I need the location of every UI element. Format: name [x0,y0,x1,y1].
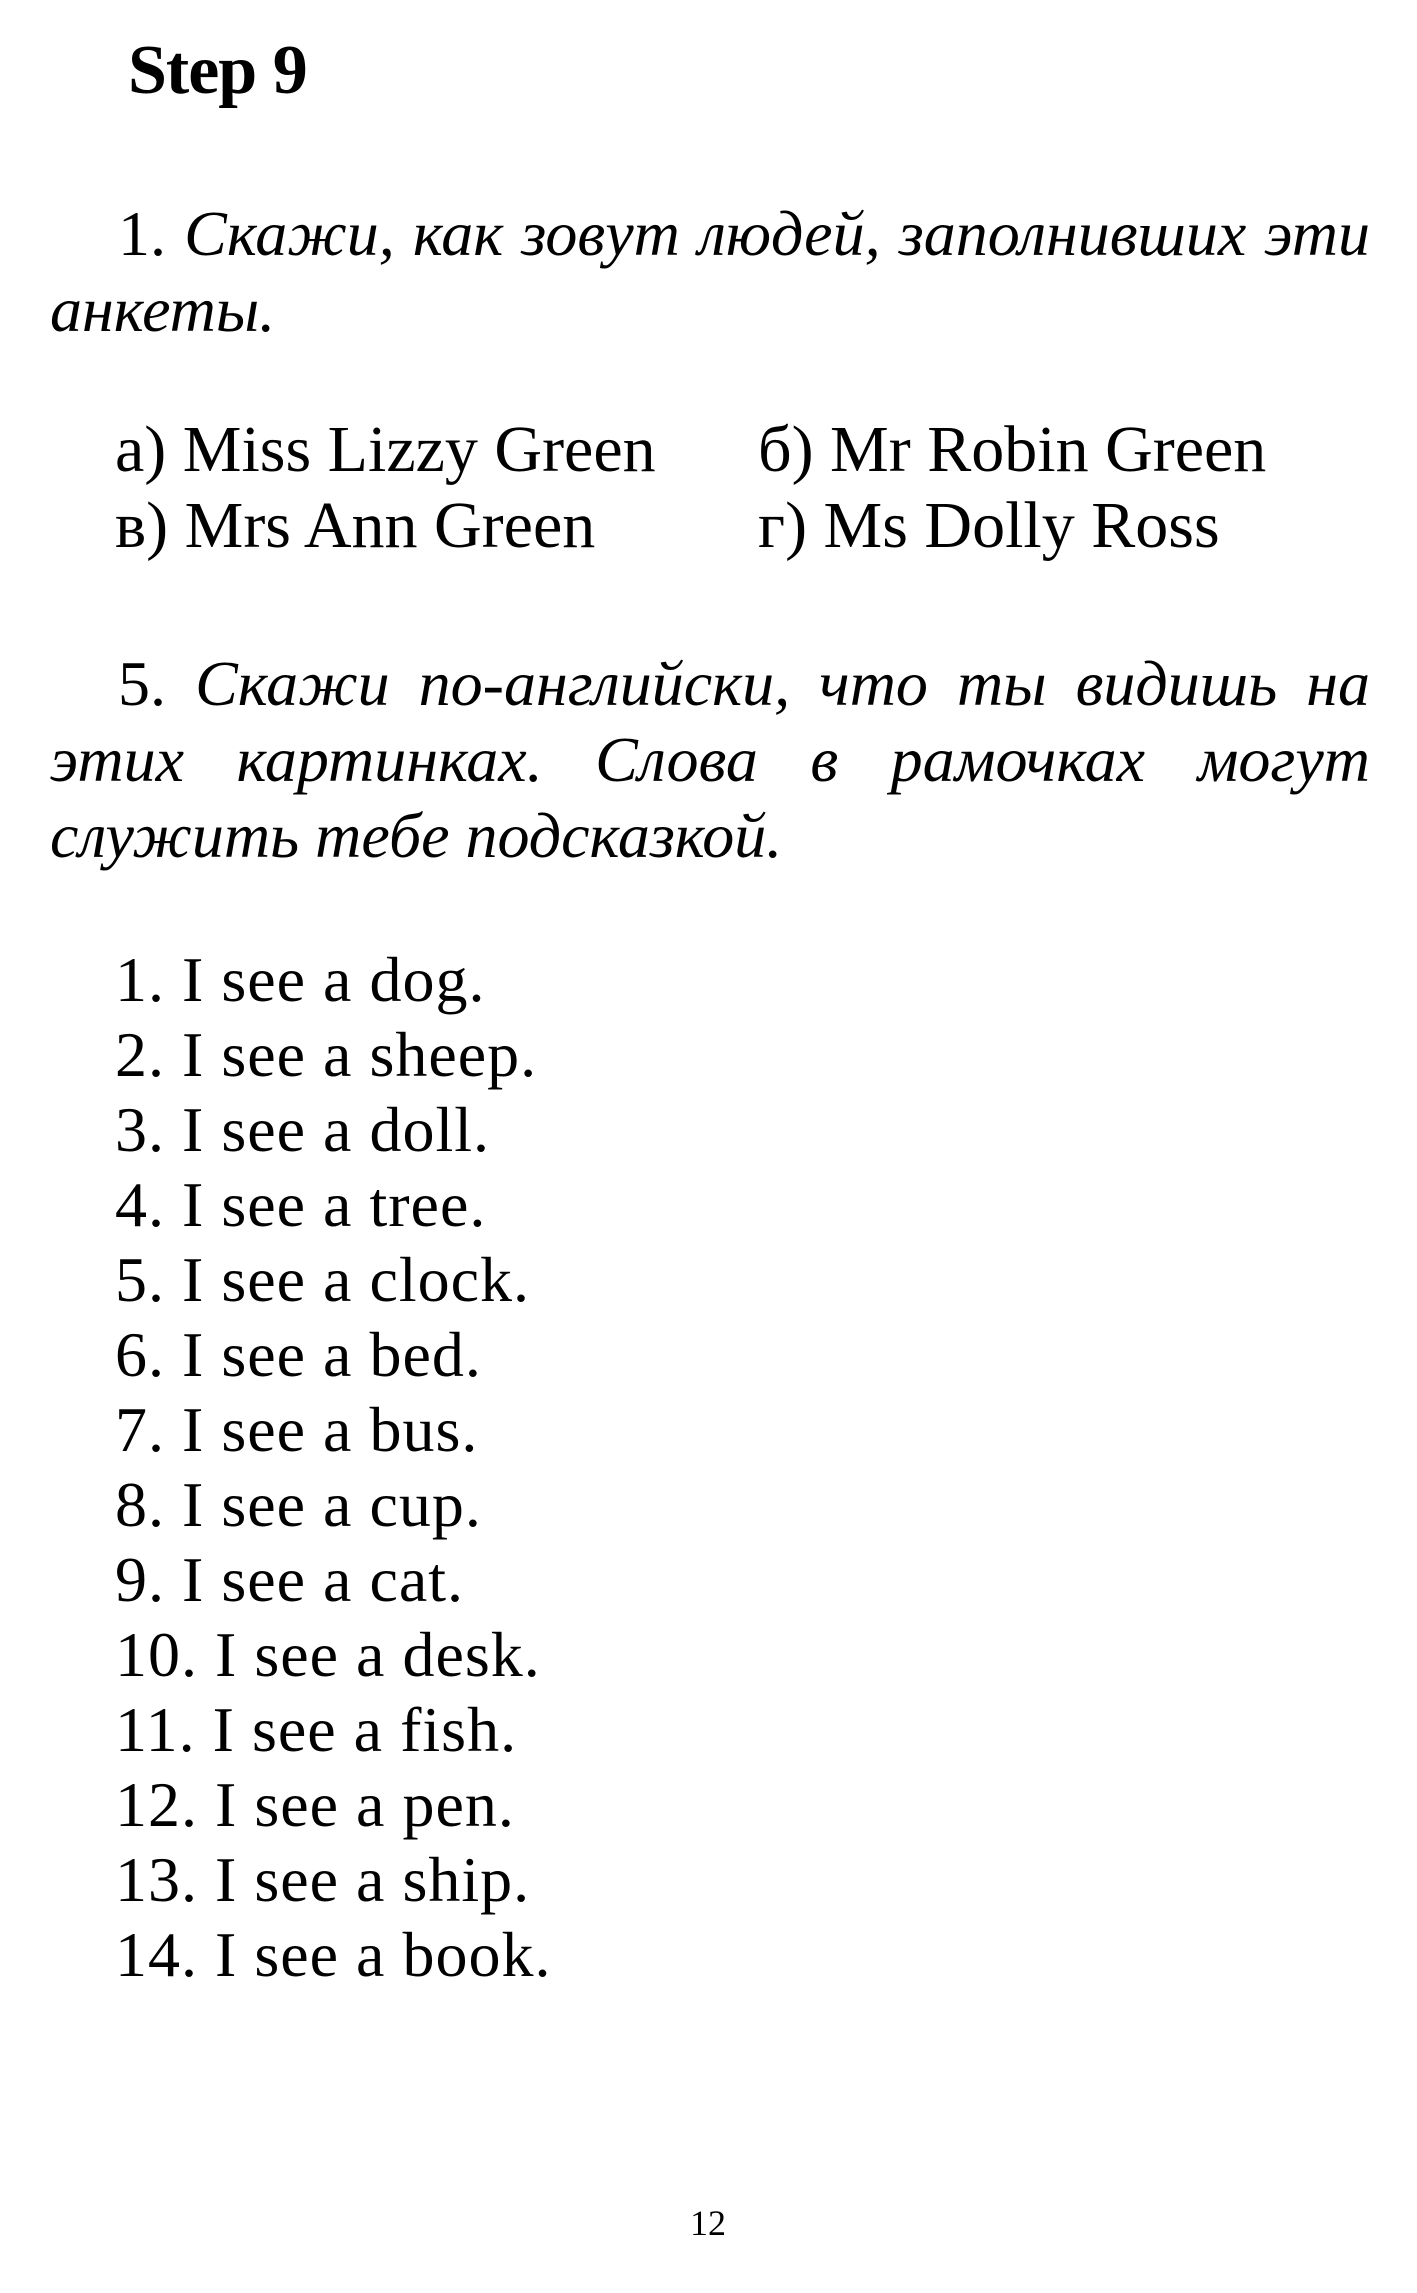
sentence-item: 13. I see a ship. [115,1844,531,1915]
sentence-item: 5. I see a clock. [115,1244,531,1315]
sentence-item: 3. I see a doll. [115,1094,490,1165]
sentence-item: 2. I see a sheep. [115,1019,538,1090]
sentence-item: 10. I see a desk. [115,1619,541,1690]
sentence-item: 12. I see a pen. [115,1769,515,1840]
task-5-instruction: Скажи по-английски, что ты видишь на этих картинках. Слова в рамочках могут служить тебе подсказкой. [50,648,1371,871]
task-5-sentence-list [115,942,551,1992]
sentence-item: 14. I see a book. [115,1919,552,1990]
task-1 [50,196,1370,348]
task-1-number: 1. [118,198,166,269]
task-5-number: 5. [118,648,166,719]
task-1-instruction: Скажи, как зовут людей, заполнивших эти анкеты. [50,198,1371,345]
sentence-item: 6. I see a bed. [115,1319,482,1390]
sentence-item: 9. I see a cat. [115,1544,465,1615]
answer-b: б) Mr Robin Green [758,413,1267,486]
task-5 [50,646,1370,874]
page-number: 12 [690,2203,726,2243]
page-title: Step 9 [128,32,307,109]
answer-v: в) Mrs Ann Green [115,489,596,562]
answer-g: г) Ms Dolly Ross [758,489,1220,562]
sentence-item: 7. I see a bus. [115,1394,479,1465]
sentence-item: 4. I see a tree. [115,1169,487,1240]
sentence-item: 11. I see a fish. [115,1694,518,1765]
answer-a: а) Miss Lizzy Green [115,413,656,486]
sentence-item: 1. I see a dog. [115,944,486,1015]
sentence-item: 8. I see a cup. [115,1469,482,1540]
